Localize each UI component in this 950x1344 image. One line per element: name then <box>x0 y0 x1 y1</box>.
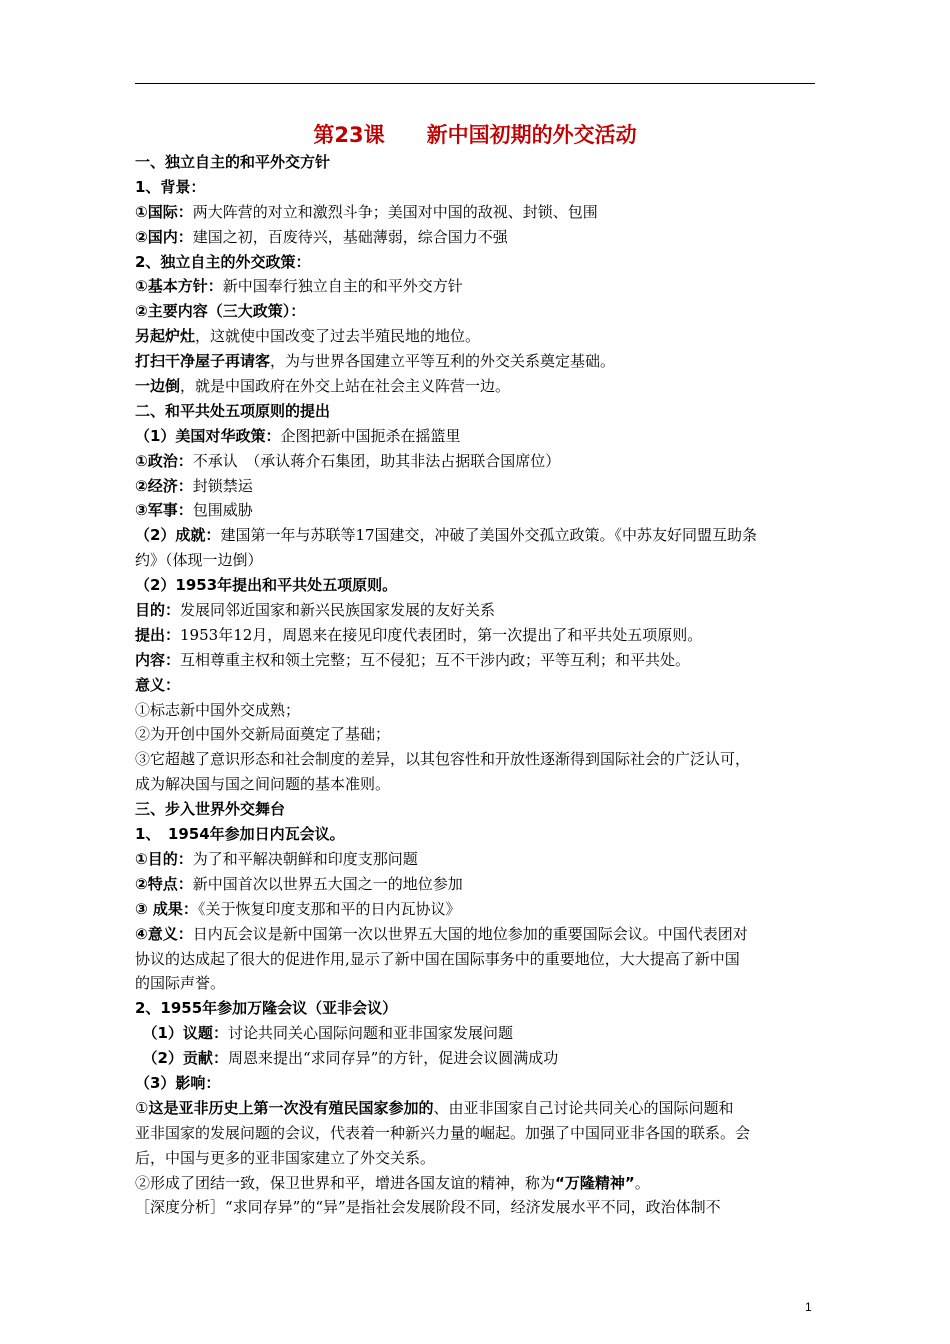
text-line <box>135 374 817 399</box>
text-line <box>135 274 817 299</box>
text-line <box>135 947 817 972</box>
header-rule <box>135 83 815 84</box>
lesson-title: 第23课 新中国初期的外交活动 <box>313 123 637 147</box>
text-line <box>135 598 817 623</box>
text-line <box>135 797 817 822</box>
text-line <box>135 250 817 275</box>
text-segment: ，就是中国政府在外交上站在社会主义阵营一边。 <box>180 377 511 396</box>
text-segment: 成为解决国与国之间问题的基本准则。 <box>135 775 391 794</box>
text-segment: 互相尊重主权和领土完整；互不侵犯；互不干涉内政；平等互利；和平共处。 <box>180 650 691 669</box>
text-segment: ④意义： <box>135 924 193 943</box>
text-segment: （2）1953年提出和平共处五项原则。 <box>135 576 398 595</box>
text-line <box>135 747 817 772</box>
text-segment: 这是亚非历史上第一次没有殖民国家参加的 <box>148 1098 434 1117</box>
text-segment: 封锁禁运 <box>192 476 253 495</box>
text-segment: “万隆精神” <box>555 1173 635 1192</box>
text-line <box>135 722 817 747</box>
text-segment: ③ 成果： <box>135 899 198 918</box>
text-line <box>135 996 817 1021</box>
text-line <box>135 449 817 474</box>
text-segment: 不承认 （承认蒋介石集团，助其非法占据联合国席位） <box>192 451 561 470</box>
text-line <box>135 623 817 648</box>
text-line <box>135 399 817 424</box>
text-segment: 、由亚非国家自己讨论共同关心的国际问题和 <box>433 1098 734 1117</box>
text-line <box>135 1121 817 1146</box>
text-line <box>135 922 817 947</box>
text-segment: 新中国奉行独立自主的和平外交方针 <box>222 277 463 296</box>
text-line <box>135 573 817 598</box>
text-segment: 企图把新中国扼杀在摇篮里 <box>280 426 461 445</box>
text-segment: 的国际声誉。 <box>135 974 226 993</box>
text-line <box>135 498 817 523</box>
text-line <box>135 548 817 573</box>
text-segment: 包围威胁 <box>192 501 253 520</box>
text-segment: 《关于恢复印度支那和平的日内瓦协议》 <box>197 899 461 918</box>
text-line <box>135 971 817 996</box>
text-segment: 。 <box>634 1173 650 1192</box>
text-segment: 建国第一年与苏联等17国建交，冲破了美国外交孤立政策。《中苏友好同盟互助条 <box>220 526 758 545</box>
text-line <box>135 822 817 847</box>
text-segment: 建国之初，百废待兴，基础薄弱，综合国力不强 <box>192 227 508 246</box>
text-segment: 协议的达成起了很大的促进作用,显示了新中国在国际事务中的重要地位，大大提高了新中国 <box>135 949 740 968</box>
text-line <box>135 150 817 175</box>
text-line <box>135 1021 817 1046</box>
text-segment: ①基本方针： <box>135 277 223 296</box>
text-line <box>135 698 817 723</box>
text-segment: ②经济： <box>135 476 193 495</box>
text-line <box>135 523 817 548</box>
text-segment: 1、 1954年参加日内瓦会议。 <box>135 825 345 844</box>
text-segment: 2、1955年参加万隆会议（亚非会议） <box>135 999 398 1018</box>
text-line <box>135 648 817 673</box>
text-line <box>135 349 817 374</box>
text-segment: （2）贡献： <box>135 1049 228 1068</box>
text-segment: ②国内： <box>135 227 193 246</box>
text-segment: ②主要内容（三大政策）： <box>135 302 306 321</box>
text-segment: ［深度分析］“求同存异”的“异”是指社会发展阶段不同，经济发展水平不同，政治体制不 <box>135 1198 721 1217</box>
text-segment: ①政治： <box>135 451 193 470</box>
text-line <box>135 1146 817 1171</box>
text-line <box>135 1096 817 1121</box>
text-segment: 1、背景： <box>135 177 206 196</box>
text-line <box>135 200 817 225</box>
text-segment: 打扫干净屋子再请客 <box>135 352 271 371</box>
text-segment: ①国际： <box>135 202 193 221</box>
text-segment: （1）议题： <box>135 1024 228 1043</box>
text-segment: 一边倒 <box>135 377 181 396</box>
text-line <box>135 673 817 698</box>
text-segment: ②形成了团结一致，保卫世界和平，增进各国友谊的精神，称为 <box>135 1173 556 1192</box>
text-segment: 目的： <box>135 601 181 620</box>
text-segment: ① <box>135 1098 149 1117</box>
text-line <box>135 424 817 449</box>
text-segment: 讨论共同关心国际问题和亚非国家发展问题 <box>227 1024 513 1043</box>
text-segment: ①标志新中国外交成熟； <box>135 700 301 719</box>
text-segment: ②为开创中国外交新局面奠定了基础； <box>135 725 391 744</box>
text-segment: ，为与世界各国建立平等互利的外交关系奠定基础。 <box>270 352 616 371</box>
text-segment: ③它超越了意识形态和社会制度的差异，以其包容性和开放性逐渐得到国际社会的广泛认可， <box>135 750 751 769</box>
document-body <box>135 150 817 1220</box>
text-segment: 日内瓦会议是新中国第一次以世界五大国的地位参加的重要国际会议。中国代表团对 <box>192 924 748 943</box>
text-line <box>135 1195 817 1220</box>
text-line <box>135 1046 817 1071</box>
text-line <box>135 1171 817 1196</box>
text-segment: 周恩来提出“求同存异”的方针，促进会议圆满成功 <box>227 1049 559 1068</box>
text-line <box>135 175 817 200</box>
text-segment: ，这就使中国改变了过去半殖民地的地位。 <box>195 327 481 346</box>
text-segment: ③军事： <box>135 501 193 520</box>
text-line <box>135 847 817 872</box>
text-segment: 发展同邻近国家和新兴民族国家发展的友好关系 <box>180 601 496 620</box>
text-line <box>135 872 817 897</box>
text-segment: 后，中国与更多的亚非国家建立了外交关系。 <box>135 1148 436 1167</box>
text-segment: （1）美国对华政策： <box>135 426 281 445</box>
text-line <box>135 772 817 797</box>
text-segment: 内容： <box>135 650 181 669</box>
text-segment: 三、步入世界外交舞台 <box>135 800 286 819</box>
text-segment: 为了和平解决朝鲜和印度支那问题 <box>192 849 418 868</box>
text-line <box>135 474 817 499</box>
text-segment: （2）成就： <box>135 526 221 545</box>
text-line <box>135 299 817 324</box>
text-segment: 提出： <box>135 625 181 644</box>
text-segment: 亚非国家的发展问题的会议，代表着一种新兴力量的崛起。加强了中国同亚非各国的联系。会 <box>135 1123 751 1142</box>
text-line <box>135 897 817 922</box>
text-segment: （3）影响： <box>135 1073 221 1092</box>
text-segment: 约》（体现一边倒） <box>135 551 263 570</box>
text-segment: 1953年12月，周恩来在接见印度代表团时，第一次提出了和平共处五项原则。 <box>180 625 703 644</box>
text-segment: 两大阵营的对立和激烈斗争；美国对中国的敌视、封锁、包围 <box>192 202 598 221</box>
text-segment: 二、和平共处五项原则的提出 <box>135 401 331 420</box>
page-number: 1 <box>805 1300 812 1314</box>
text-line <box>135 1071 817 1096</box>
text-segment: 一、独立自主的和平外交方针 <box>135 153 331 171</box>
text-segment: 新中国首次以世界五大国之一的地位参加 <box>192 874 463 893</box>
text-segment: 意义： <box>135 675 181 694</box>
text-line <box>135 324 817 349</box>
text-segment: ①目的： <box>135 849 193 868</box>
text-segment: 另起炉灶 <box>135 327 196 346</box>
text-line <box>135 225 817 250</box>
text-segment: 2、独立自主的外交政策： <box>135 252 311 271</box>
text-segment: ②特点： <box>135 874 193 893</box>
